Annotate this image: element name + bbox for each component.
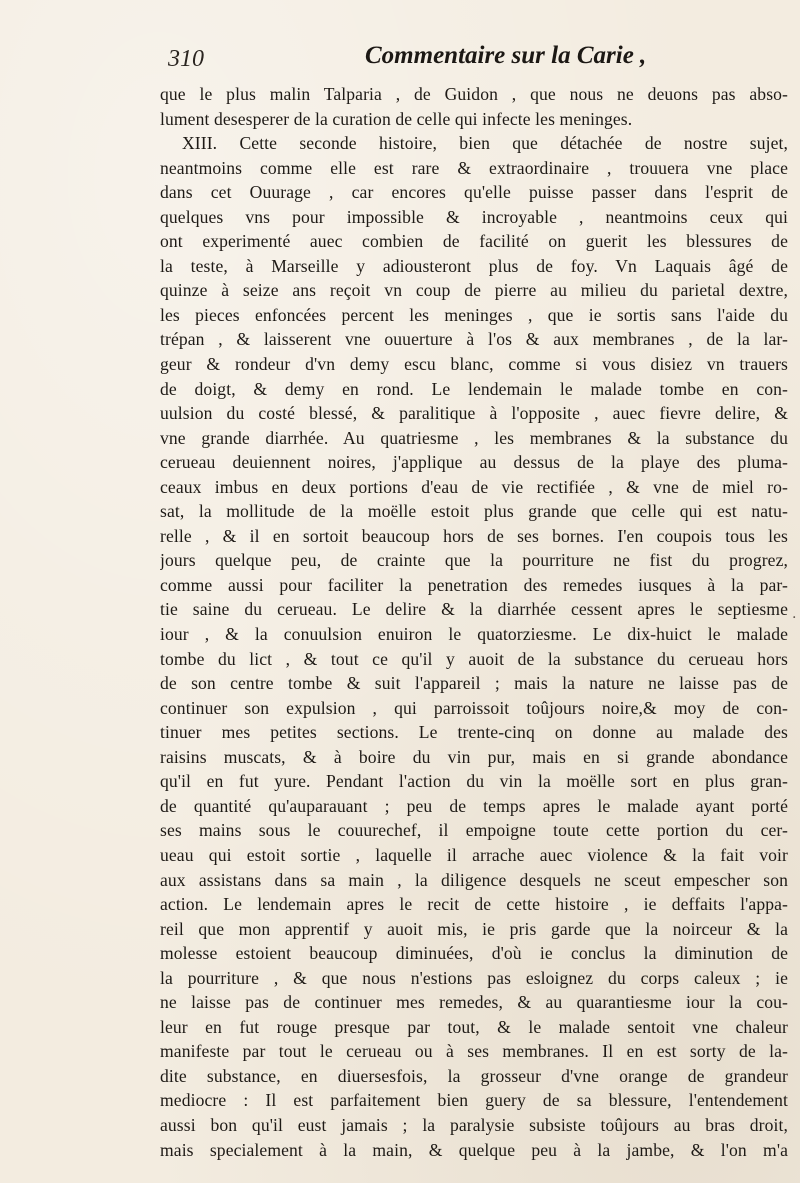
running-title: Commentaire sur la Carie , bbox=[365, 42, 647, 69]
text-line: que le plus malin Talparia , de Guidon , que nous ne deuons pas abso- bbox=[160, 84, 788, 104]
text-line: ont experimenté auec combien de facilité on guerit les blessures de bbox=[160, 231, 788, 252]
text-line: reil que mon apprentif y auoit mis, ie pris garde que la noirceur & la bbox=[160, 918, 788, 939]
text-line: geur & rondeur d'vn demy escu blanc, comme si vous disiez vn trauers bbox=[160, 354, 788, 375]
text-line: neantmoins comme elle est rare & extraordinaire , trouuera vne place bbox=[160, 157, 788, 178]
text-line: vne grande diarrhée. Au quatriesme , les membranes & la substance du bbox=[160, 427, 788, 448]
text-line: de quantité qu'auparauant ; peu de temps apres le malade ayant porté bbox=[160, 795, 788, 816]
text-line: raisins muscats, & à boire du vin pur, mais en si grande abondance bbox=[160, 746, 788, 767]
text-line: cerueau deuiennent noires, j'applique au dessus de la playe des pluma- bbox=[160, 452, 788, 473]
text-line: ueau qui estoit sortie , laquelle il arrache auec violence & la fait voir bbox=[160, 844, 788, 865]
text-line: de son centre tombe & suit l'appareil ; mais la nature ne laisse pas de bbox=[160, 673, 788, 694]
page-number: 310 bbox=[168, 46, 204, 72]
text-line: ses mains sous le couurechef, il empoigne toute cette portion du cer- bbox=[160, 820, 788, 841]
text-line: manifeste par tout le cerueau ou à ses membranes. Il en est sorty de la- bbox=[160, 1041, 788, 1062]
text-line: molesse estoient beaucoup diminuées, d'où ie conclus la diminution de bbox=[160, 943, 788, 964]
text-line: tinuer mes petites sections. Le trente-cinq on donne au malade des bbox=[160, 722, 788, 743]
text-line: leur en fut rouge presque par tout, & le malade sentoit vne chaleur bbox=[160, 1016, 788, 1037]
text-line: la pourriture , & que nous n'estions pas esloignez du corps caleux ; ie bbox=[160, 967, 788, 988]
text-line: aux assistans dans sa main , la diligence desquels ne sceut empescher son bbox=[160, 869, 788, 890]
text-line: comme aussi pour faciliter la penetration des remedes iusques à la par- bbox=[160, 574, 788, 595]
text-line: dite substance, en diuersesfois, la grosseur d'vne orange de grandeur bbox=[160, 1065, 788, 1086]
text-line: la teste, à Marseille y adiousteront plus de foy. Vn Laquais âgé de bbox=[160, 255, 788, 276]
text-line: sat, la mollitude de la moëlle estoit plus grande que celle qui est natu- bbox=[160, 501, 788, 522]
text-line: lument desesperer de la curation de celle qui infecte les meninges. bbox=[160, 108, 633, 129]
text-line: qu'il en fut yure. Pendant l'action du vin la moëlle sort en plus gran- bbox=[160, 771, 788, 792]
text-line: XIII. Cette seconde histoire, bien que détachée de nostre sujet, bbox=[182, 133, 788, 154]
text-line: action. Le lendemain apres le recit de cette histoire , ie deffaits l'appa- bbox=[160, 894, 788, 915]
text-line: ne laisse pas de continuer mes remedes, & au quarantiesme iour la cou- bbox=[160, 992, 788, 1013]
text-line: jours quelque peu, de crainte que la pourriture ne fist du progrez, bbox=[160, 550, 788, 571]
text-line: mais specialement à la main, & quelque peu à la jambe, & l'on m'a bbox=[160, 1139, 788, 1160]
book-page bbox=[160, 40, 797, 1170]
text-line: iour , & la conuulsion enuiron le quatorziesme. Le dix-huict le malade bbox=[160, 624, 788, 645]
text-line: trépan , & laisserent vne ouuerture à l'os & aux membranes , de la lar- bbox=[160, 329, 788, 350]
text-line: tie saine du cerueau. Le delire & la diarrhée cessent apres le septiesme bbox=[160, 599, 788, 620]
text-line: quinze à seize ans reçoit vn coup de pierre au milieu du parietal dextre, bbox=[160, 280, 788, 301]
text-line: les pieces enfoncées percent les meninges , que ie sortis sans l'aide du bbox=[160, 304, 788, 325]
text-line: continuer son expulsion , qui parroissoit toûjours noire,& moy de con- bbox=[160, 697, 788, 718]
text-line: quelques vns pour impossible & incroyable , neantmoins ceux qui bbox=[160, 206, 788, 227]
text-line: ceaux imbus en deux portions d'eau de vie rectifiée , & vne de miel ro- bbox=[160, 476, 788, 497]
text-line: de doigt, & demy en rond. Le lendemain le malade tombe en con- bbox=[160, 378, 788, 399]
text-line: relle , & il en sortoit beaucoup hors de ses bornes. I'en coupois tous les bbox=[160, 525, 788, 546]
text-line: tombe du lict , & tout ce qu'il y auoit de la substance du cerueau hors bbox=[160, 648, 788, 669]
body-text bbox=[160, 82, 788, 1162]
running-head bbox=[160, 40, 788, 80]
text-line: dans cet Ouurage , car encores qu'elle puisse passer dans l'esprit de bbox=[160, 182, 788, 203]
text-line: aussi bon qu'il eust jamais ; la paralysie subsiste toûjours au bras droit, bbox=[160, 1114, 788, 1135]
margin-mark: . bbox=[792, 606, 797, 622]
text-line: mediocre : Il est parfaitement bien guery de sa blessure, l'entendement bbox=[160, 1090, 788, 1111]
text-line: uulsion du costé blessé, & paralitique à l'opposite , auec fievre delire, & bbox=[160, 403, 788, 424]
